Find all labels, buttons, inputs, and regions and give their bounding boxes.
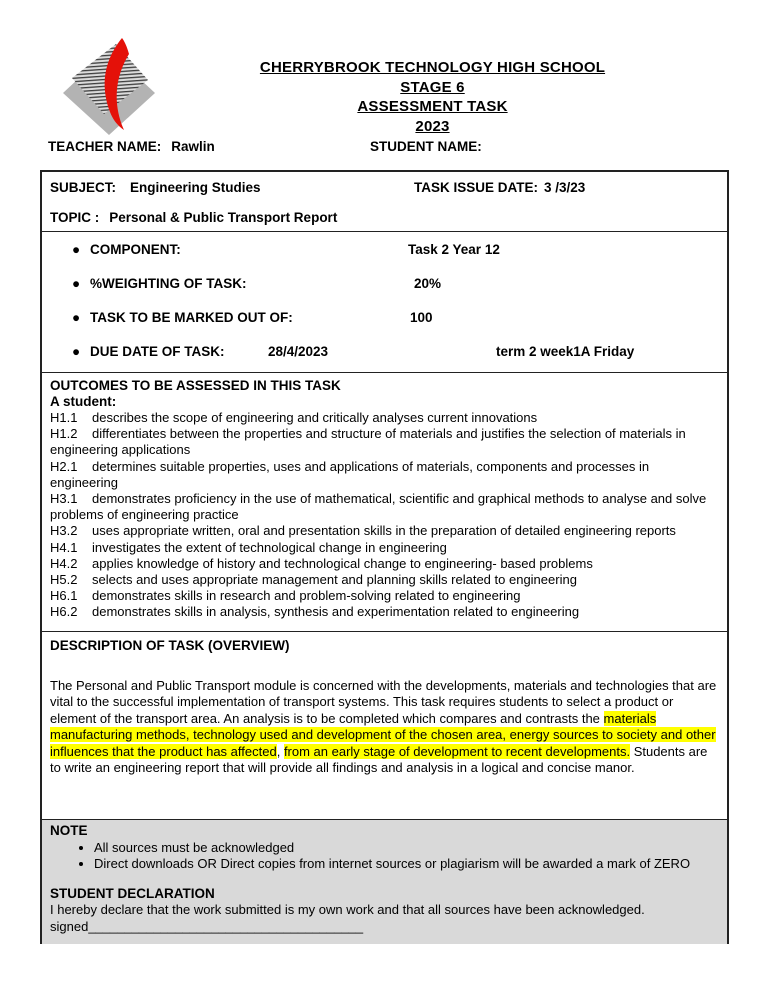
issue-date-value: 3 /3/23 (544, 180, 586, 195)
subject-line (50, 180, 719, 195)
description-segment: The Personal and Public Transport module is concerned with the developments, materials and technologies that are vital to the successful implementation of transport systems. This task requires students to select a product or element of the transport area. An analysis is to be completed which compares and contrasts the (50, 678, 717, 726)
task-detail-item (42, 242, 727, 276)
detail-value: 20% (414, 276, 442, 291)
topic-value: Personal & Public Transport Report (109, 210, 338, 225)
subject-label: SUBJECT: (50, 180, 117, 195)
outcome-item (50, 588, 719, 604)
signature-blank: ______________________________________ (88, 918, 364, 934)
student-declaration-heading: STUDENT DECLARATION (50, 886, 215, 902)
outcome-text: selects and uses appropriate management and planning skills related to engineering (92, 572, 577, 588)
outcome-text: differentiates between the properties and structure of materials and justifies the selection of materials in engineering applications (50, 426, 686, 458)
subject-value: Engineering Studies (130, 180, 261, 195)
outcome-text: describes the scope of engineering and critically analyses current innovations (92, 410, 538, 425)
outcome-item (50, 491, 719, 523)
task-detail-item (42, 310, 727, 344)
note-row (42, 820, 727, 944)
description-paragraph (50, 678, 718, 776)
topic-label: TOPIC : (50, 210, 100, 225)
outcome-item (50, 604, 719, 620)
outcomes-list (50, 410, 719, 621)
signed-label: signed (50, 918, 89, 934)
note-bullet-item: • Direct downloads OR Direct copies from internet sources or plagiarism will be awarded a mark of ZERO (94, 856, 719, 872)
description-segment: materials manufacturing methods, technology used and development of the chosen area, energy sources to society and other influences that the product has affected (50, 710, 716, 759)
student-declaration-text: I hereby declare that the work submitted is my own work and that all sources have been acknowledged. (50, 902, 645, 918)
outcome-code: H3.2 (50, 523, 78, 539)
assessment-task-line: ASSESSMENT TASK (357, 98, 508, 115)
stage-line: STAGE 6 (400, 78, 465, 96)
note-bullet-item: • All sources must be acknowledged (94, 840, 719, 856)
detail-value: 100 (410, 310, 433, 325)
detail-label: COMPONENT: (90, 242, 181, 257)
outcome-item (50, 523, 719, 539)
document-title-block (180, 58, 685, 136)
names-row (48, 139, 738, 154)
bullet-icon: ● (72, 310, 81, 325)
student-name-label: STUDENT NAME: (370, 139, 482, 154)
task-detail-item (42, 344, 727, 373)
note-bullet-list (50, 840, 719, 872)
outcome-text: determines suitable properties, uses and applications of materials, components and processes in engineering (50, 458, 650, 490)
detail-label: DUE DATE OF TASK: (90, 344, 225, 359)
description-segment: from an early stage of development to recent developments. (283, 743, 631, 759)
outcomes-heading: OUTCOMES TO BE ASSESSED IN THIS TASK (50, 378, 341, 393)
signature-line (50, 919, 719, 935)
description-segment: , (276, 743, 284, 759)
detail-value-secondary: term 2 week1A Friday (496, 344, 635, 359)
subject-topic-row (42, 172, 727, 232)
school-name: CHERRYBROOK TECHNOLOGY HIGH SCHOOL (259, 59, 606, 76)
school-logo (50, 34, 168, 136)
description-heading: DESCRIPTION OF TASK (OVERVIEW) (50, 638, 290, 653)
issue-date-label: TASK ISSUE DATE: (414, 180, 539, 195)
outcome-item (50, 540, 719, 556)
task-issue-date (414, 180, 585, 195)
outcome-code: H2.1 (50, 458, 78, 474)
note-heading: NOTE (50, 823, 88, 838)
school-logo-graphic (50, 34, 168, 136)
task-details-table (40, 170, 729, 944)
outcome-text: uses appropriate written, oral and presentation skills in the preparation of detailed engineering reports (92, 523, 676, 539)
bullet-icon: ● (72, 242, 81, 257)
detail-label: %WEIGHTING OF TASK: (90, 276, 247, 291)
task-detail-item (42, 276, 727, 310)
outcome-text: investigates the extent of technological change in engineering (92, 539, 447, 555)
outcome-item (50, 556, 719, 572)
outcome-code: H5.2 (50, 572, 78, 588)
teacher-name-label: TEACHER NAME: (48, 139, 162, 154)
outcome-code: H6.1 (50, 588, 78, 604)
outcome-item (50, 410, 719, 426)
topic-line (50, 210, 719, 225)
outcome-code: H1.1 (50, 410, 78, 425)
outcome-text: demonstrates skills in analysis, synthesis and experimentation related to engineering (92, 604, 580, 620)
detail-value: Task 2 Year 12 (408, 242, 500, 257)
detail-value: 28/4/2023 (268, 344, 329, 359)
task-summary-row (42, 232, 727, 373)
outcome-text: applies knowledge of history and technological change to engineering- based problems (92, 555, 593, 571)
detail-label: TASK TO BE MARKED OUT OF: (90, 310, 293, 325)
outcomes-row (42, 373, 727, 632)
outcome-code: H3.1 (50, 491, 78, 507)
outcome-item (50, 572, 719, 588)
outcome-code: H4.1 (50, 539, 78, 555)
outcome-text: demonstrates proficiency in the use of mathematical, scientific and graphical methods to analyse and solve problems of engineering practice (50, 491, 707, 523)
description-row (42, 632, 727, 820)
outcome-code: H1.2 (50, 426, 78, 442)
outcome-code: H6.2 (50, 604, 78, 620)
outcome-item (50, 459, 719, 491)
bullet-icon: ● (72, 344, 81, 359)
year-line: 2023 (415, 117, 450, 135)
description-segment: Students are to write an engineering report that will provide all findings and analysis in a logical and concise manor. (50, 743, 708, 776)
outcome-text: demonstrates skills in research and problem-solving related to engineering (92, 588, 521, 604)
teacher-name-value: Rawlin (171, 139, 215, 154)
outcomes-subheading: A student: (50, 394, 117, 409)
bullet-icon: ● (72, 276, 81, 291)
outcome-item (50, 426, 719, 458)
outcome-code: H4.2 (50, 555, 78, 571)
